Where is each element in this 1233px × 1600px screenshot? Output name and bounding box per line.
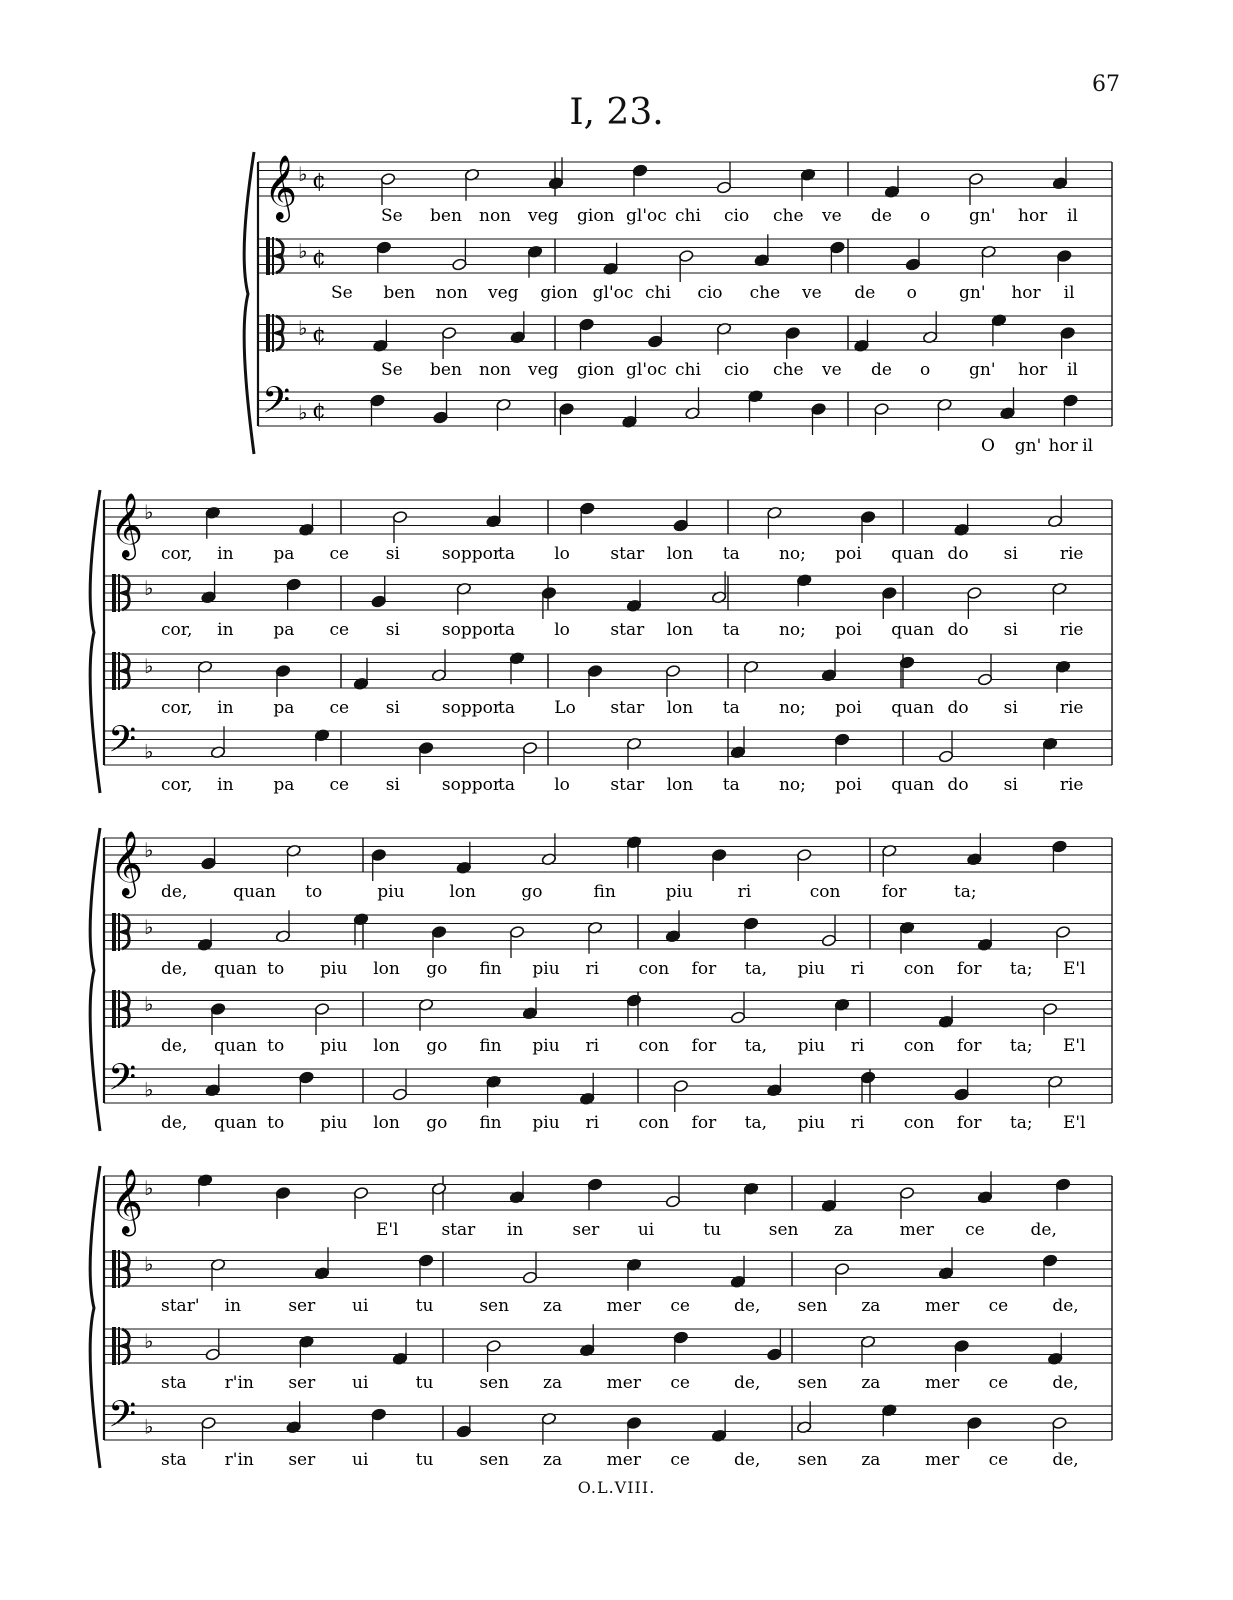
lyric-syllable: lon	[666, 620, 694, 640]
lyric-syllable: gion	[577, 206, 615, 226]
lyric-syllable: do	[947, 775, 969, 795]
lyric-syllable: star	[610, 698, 645, 718]
lyric-syllable: pa	[273, 620, 295, 640]
lyric-syllable: za	[861, 1373, 881, 1393]
lyric-syllable: star	[441, 1220, 476, 1240]
lyric-syllable: sen	[479, 1373, 510, 1393]
c-clef-icon	[112, 990, 116, 1028]
score-system	[90, 1166, 1112, 1470]
lyric-syllable: gion	[540, 283, 578, 303]
staff	[104, 987, 1112, 1035]
lyric-syllable: lon	[373, 1036, 400, 1056]
lyric-syllable: ce	[988, 1296, 1009, 1316]
lyric-syllable: ser	[288, 1296, 316, 1316]
lyric-syllable: ce	[670, 1296, 690, 1316]
lyric-syllable: chi	[675, 360, 701, 380]
lyric-syllable: in	[217, 620, 234, 640]
lyric-syllable: go	[426, 1113, 448, 1133]
flat-sign-icon: ♭	[144, 1252, 154, 1276]
lyric-syllable: poi	[835, 620, 862, 640]
lyric-syllable: pa	[273, 544, 295, 564]
common-time-cut-icon: ¢	[312, 168, 326, 194]
lyric-syllable: za	[543, 1450, 563, 1470]
staff	[104, 1057, 1112, 1113]
lyric-syllable: r'in	[224, 1373, 254, 1393]
lyric-syllable: si	[1003, 698, 1018, 718]
lyric-syllable: sta	[161, 1450, 187, 1470]
lyric-syllable: to	[267, 1036, 285, 1056]
lyric-syllable: sen	[479, 1450, 510, 1470]
lyric-syllable: ve	[822, 206, 842, 226]
lyric-syllable: ce	[988, 1450, 1009, 1470]
lyric-syllable: ce	[329, 698, 350, 718]
lyric-syllable: ta;	[1009, 959, 1033, 979]
staff	[104, 1169, 1112, 1236]
score-system	[244, 152, 1112, 456]
flat-sign-icon: ♭	[144, 576, 154, 600]
lyric-syllable: no;	[778, 544, 806, 564]
lyric-syllable: to	[267, 1113, 285, 1133]
lyric-syllable: de,	[734, 1373, 761, 1393]
page-number: 67	[1092, 72, 1120, 97]
lyric-syllable: cio	[697, 283, 723, 303]
lyric-syllable: ce	[670, 1373, 690, 1393]
lyric-syllable: ui	[352, 1296, 369, 1316]
lyric-syllable: rie	[1059, 775, 1084, 795]
piece-title: I, 23.	[569, 92, 664, 133]
lyric-syllable: piu	[797, 1036, 825, 1056]
lyric-syllable: veg	[488, 283, 519, 303]
lyric-syllable: quan	[214, 1113, 257, 1133]
lyric-syllable: za	[861, 1450, 881, 1470]
lyric-syllable: cor,	[161, 698, 193, 718]
c-clef-icon	[112, 1250, 116, 1288]
lyric-syllable: quan	[214, 1036, 257, 1056]
lyric-syllable: sta	[161, 1373, 187, 1393]
lyric-syllable: go	[426, 959, 448, 979]
lyric-syllable: poi	[835, 544, 862, 564]
lyric-syllable: go	[521, 882, 543, 902]
lyric-syllable: lo	[554, 544, 570, 564]
lyric-syllable: quan	[214, 959, 257, 979]
lyric-syllable: de,	[1030, 1220, 1057, 1240]
lyric-syllable: gion	[577, 360, 615, 380]
lyric-syllable: piu	[532, 959, 560, 979]
lyric-syllable: star	[610, 544, 645, 564]
lyric-syllable: lon	[373, 1113, 400, 1133]
lyric-syllable: si	[1003, 775, 1018, 795]
lyric-syllable: de,	[734, 1450, 761, 1470]
lyric-syllable: za	[543, 1373, 563, 1393]
lyric-syllable: o	[906, 283, 917, 303]
flat-sign-icon: ♭	[144, 1414, 154, 1439]
lyric-syllable: ta	[498, 620, 516, 640]
flat-sign-icon: ♭	[144, 1077, 154, 1102]
staff	[104, 719, 1112, 775]
lyric-syllable: gl'oc	[626, 206, 667, 226]
lyric-syllable: con	[903, 1036, 935, 1056]
lyric-syllable: ta,	[744, 1036, 767, 1056]
lyric-syllable: ta	[498, 544, 516, 564]
lyric-syllable: il	[1063, 283, 1075, 303]
lyric-syllable: ce	[329, 544, 350, 564]
lyric-syllable: ri	[850, 1113, 865, 1133]
lyric-syllable: hor	[1018, 206, 1048, 226]
lyric-syllable: Se	[331, 283, 353, 303]
treble-clef-icon: 𝄞	[110, 493, 144, 558]
lyric-syllable: ri	[585, 1036, 600, 1056]
lyric-syllable: ui	[352, 1373, 369, 1393]
lyric-syllable: hor	[1018, 360, 1048, 380]
lyric-syllable: lon	[373, 959, 400, 979]
lyric-syllable: ri	[850, 959, 865, 979]
lyric-syllable: il	[1082, 436, 1094, 456]
lyric-syllable: for	[956, 1113, 982, 1133]
flat-sign-icon: ♭	[144, 915, 154, 939]
c-clef-icon	[112, 913, 116, 951]
lyric-syllable: quan	[891, 620, 935, 640]
lyric-syllable: za	[861, 1296, 881, 1316]
staff	[104, 571, 1112, 619]
common-time-cut-icon: ¢	[312, 322, 326, 348]
c-clef-icon	[266, 314, 270, 352]
lyric-syllable: veg	[528, 360, 559, 380]
lyric-syllable: to	[267, 959, 285, 979]
treble-clef-icon: 𝄞	[110, 831, 144, 896]
lyric-syllable: quan	[891, 544, 935, 564]
lyric-syllable: de	[871, 206, 892, 226]
lyric-syllable: de,	[161, 1113, 188, 1133]
lyric-syllable: de	[871, 360, 892, 380]
lyric-syllable: piu	[320, 1113, 348, 1133]
lyric-syllable: gl'oc	[626, 360, 667, 380]
lyric-syllable: ta,	[744, 959, 767, 979]
lyric-syllable: star	[610, 775, 645, 795]
lyric-syllable: do	[947, 620, 969, 640]
lyric-syllable: mer	[925, 1296, 960, 1316]
lyric-syllable: cio	[724, 360, 750, 380]
bass-clef-icon: 𝄢	[262, 379, 291, 431]
lyric-syllable: de	[854, 283, 876, 303]
lyric-syllable: ri	[585, 959, 600, 979]
lyric-syllable: in	[506, 1220, 524, 1240]
lyric-syllable: non	[479, 360, 512, 380]
lyric-syllable: veg	[528, 206, 559, 226]
lyric-syllable: quan	[233, 882, 277, 902]
lyric-syllable: ve	[802, 283, 822, 303]
lyric-syllable: lon	[666, 544, 694, 564]
system-brace	[244, 152, 254, 454]
lyric-syllable: ta	[498, 775, 516, 795]
staff	[104, 1324, 1112, 1372]
lyric-syllable: de,	[161, 1036, 188, 1056]
lyric-syllable: in	[217, 698, 234, 718]
score-system	[90, 490, 1112, 795]
lyric-syllable: ta;	[1009, 1113, 1033, 1133]
lyric-syllable: no;	[778, 775, 806, 795]
lyric-syllable: con	[638, 1036, 670, 1056]
lyric-syllable: sen	[479, 1296, 510, 1316]
lyric-syllable: ta	[722, 775, 740, 795]
lyric-syllable: ui	[352, 1450, 369, 1470]
lyric-syllable: de,	[161, 959, 188, 979]
lyric-syllable: for	[691, 1036, 717, 1056]
lyric-syllable: de,	[1052, 1373, 1079, 1393]
lyric-syllable: mer	[925, 1373, 960, 1393]
lyric-syllable: piu	[377, 882, 405, 902]
lyric-syllable: ce	[329, 775, 350, 795]
lyric-syllable: si	[385, 698, 400, 718]
lyric-syllable: O	[981, 436, 995, 456]
lyric-syllable: ta	[498, 698, 516, 718]
lyric-syllable: sen	[797, 1450, 828, 1470]
lyric-syllable: cor,	[161, 620, 193, 640]
lyric-syllable: ri	[585, 1113, 600, 1133]
lyric-syllable: piu	[665, 882, 693, 902]
lyric-syllable: mer	[606, 1296, 641, 1316]
lyric-syllable: poi	[835, 698, 862, 718]
lyric-syllable: fin	[479, 1113, 502, 1133]
lyric-syllable: si	[385, 544, 400, 564]
lyric-syllable: ser	[288, 1373, 316, 1393]
flat-sign-icon: ♭	[144, 739, 154, 764]
lyric-syllable: za	[834, 1220, 854, 1240]
lyric-syllable: tu	[415, 1450, 434, 1470]
lyric-syllable: ben	[430, 206, 462, 226]
lyric-syllable: sen	[768, 1220, 799, 1240]
lyric-syllable: star	[610, 620, 645, 640]
lyric-syllable: quan	[891, 698, 935, 718]
lyric-syllable: gn'	[969, 360, 996, 380]
lyric-syllable: si	[1003, 620, 1018, 640]
lyric-syllable: non	[435, 283, 468, 303]
lyric-syllable: to	[305, 882, 323, 902]
flat-sign-icon: ♭	[298, 239, 308, 263]
lyric-syllable: ser	[572, 1220, 600, 1240]
lyric-syllable: rie	[1059, 698, 1084, 718]
lyric-syllable: gn'	[959, 283, 986, 303]
flat-sign-icon: ♭	[144, 1176, 154, 1200]
lyric-syllable: piu	[532, 1113, 560, 1133]
lyric-syllable: tu	[415, 1373, 434, 1393]
lyric-syllable: Se	[381, 206, 403, 226]
lyric-syllable: hor	[1011, 283, 1041, 303]
lyric-syllable: cio	[724, 206, 750, 226]
staff	[104, 649, 1112, 697]
lyric-syllable: ser	[288, 1450, 316, 1470]
c-clef-icon	[266, 237, 270, 275]
lyric-syllable: si	[385, 775, 400, 795]
lyric-syllable: lon	[666, 775, 694, 795]
lyric-syllable: che	[749, 283, 781, 303]
flat-sign-icon: ♭	[144, 500, 154, 524]
lyric-syllable: E'l	[376, 1220, 399, 1240]
lyric-syllable: de,	[1052, 1296, 1079, 1316]
lyric-syllable: soppor	[441, 698, 501, 718]
lyric-syllable: for	[691, 1113, 717, 1133]
lyric-syllable: piu	[797, 959, 825, 979]
staff	[258, 311, 1112, 359]
lyric-syllable: de,	[161, 882, 188, 902]
lyric-syllable: il	[1067, 206, 1078, 226]
lyric-syllable: sen	[797, 1296, 828, 1316]
lyric-syllable: ce	[988, 1373, 1009, 1393]
lyric-syllable: in	[217, 544, 234, 564]
lyric-syllable: con	[903, 959, 935, 979]
lyric-syllable: star'	[161, 1296, 200, 1316]
lyric-syllable: gn'	[969, 206, 996, 226]
lyric-syllable: con	[638, 959, 670, 979]
lyric-syllable: tu	[703, 1220, 722, 1240]
lyric-syllable: de,	[1052, 1450, 1079, 1470]
staff	[104, 910, 1112, 958]
c-clef-icon	[112, 574, 116, 612]
lyric-syllable: soppor	[441, 544, 501, 564]
lyric-syllable: piu	[320, 959, 348, 979]
flat-sign-icon: ♭	[144, 1329, 154, 1353]
lyric-syllable: o	[920, 360, 931, 380]
common-time-cut-icon: ¢	[312, 245, 326, 271]
bass-clef-icon: 𝄢	[108, 718, 137, 770]
lyric-syllable: lo	[554, 775, 570, 795]
staff	[104, 1394, 1112, 1450]
flat-sign-icon: ♭	[298, 162, 308, 186]
lyric-syllable: piu	[797, 1113, 825, 1133]
lyric-syllable: pa	[273, 775, 295, 795]
lyric-syllable: ve	[822, 360, 842, 380]
common-time-cut-icon: ¢	[312, 398, 326, 424]
lyric-syllable: mer	[925, 1450, 960, 1470]
lyric-syllable: chi	[645, 283, 671, 303]
lyric-syllable: mer	[899, 1220, 934, 1240]
treble-clef-icon: 𝄞	[264, 155, 298, 220]
flat-sign-icon: ♭	[144, 838, 154, 862]
lyric-syllable: pa	[273, 698, 295, 718]
lyric-syllable: in	[217, 775, 234, 795]
lyric-syllable: E'l	[1062, 1036, 1086, 1056]
lyric-syllable: quan	[891, 775, 935, 795]
lyric-syllable: mer	[606, 1373, 641, 1393]
lyric-syllable: ce	[670, 1450, 690, 1470]
lyric-syllable: ri	[737, 882, 752, 902]
lyric-syllable: mer	[606, 1450, 641, 1470]
lyric-syllable: poi	[835, 775, 862, 795]
lyric-syllable: fin	[593, 882, 616, 902]
lyric-syllable: tu	[415, 1296, 434, 1316]
score-system	[90, 828, 1112, 1133]
flat-sign-icon: ♭	[144, 992, 154, 1016]
lyric-syllable: fin	[479, 959, 502, 979]
lyric-syllable: che	[773, 206, 804, 226]
lyric-syllable: E'l	[1062, 1113, 1086, 1133]
system-brace	[90, 1166, 100, 1468]
bass-clef-icon: 𝄢	[108, 1056, 137, 1108]
staff	[258, 380, 1112, 436]
lyric-syllable: E'l	[1062, 959, 1086, 979]
lyric-syllable: ta,	[744, 1113, 767, 1133]
lyric-syllable: con	[903, 1113, 935, 1133]
lyric-syllable: ta	[722, 698, 740, 718]
lyric-syllable: si	[385, 620, 400, 640]
treble-clef-icon: 𝄞	[110, 1169, 144, 1234]
bass-clef-icon: 𝄢	[108, 1393, 137, 1445]
lyric-syllable: za	[543, 1296, 563, 1316]
lyric-syllable: no;	[778, 698, 806, 718]
lyric-syllable: che	[773, 360, 804, 380]
flat-sign-icon: ♭	[144, 654, 154, 678]
lyric-syllable: chi	[675, 206, 701, 226]
lyric-syllable: for	[956, 959, 982, 979]
c-clef-icon	[112, 1327, 116, 1365]
lyric-syllable: ta	[722, 544, 740, 564]
c-clef-icon	[112, 652, 116, 690]
lyric-syllable: ta;	[953, 882, 977, 902]
lyric-syllable: piu	[532, 1036, 560, 1056]
lyric-syllable: ben	[383, 283, 416, 303]
lyric-syllable: lo	[554, 620, 570, 640]
flat-sign-icon: ♭	[298, 400, 308, 425]
lyric-syllable: ce	[965, 1220, 985, 1240]
lyric-syllable: do	[947, 698, 969, 718]
lyric-syllable: no;	[778, 620, 806, 640]
lyric-syllable: Lo	[554, 698, 576, 718]
lyric-syllable: for	[956, 1036, 982, 1056]
lyric-syllable: non	[479, 206, 512, 226]
page-footer: O.L.VIII.	[577, 1478, 656, 1497]
lyric-syllable: piu	[320, 1036, 348, 1056]
lyric-syllable: ta	[722, 620, 740, 640]
staff	[258, 234, 1112, 282]
lyric-syllable: rie	[1059, 544, 1084, 564]
lyric-syllable: de,	[734, 1296, 761, 1316]
lyric-syllable: for	[881, 882, 907, 902]
lyric-syllable: lon	[666, 698, 694, 718]
staff	[104, 1247, 1112, 1295]
flat-sign-icon: ♭	[298, 316, 308, 340]
system-brace	[90, 490, 100, 793]
lyric-syllable: o	[920, 206, 931, 226]
lyric-syllable: sen	[797, 1373, 828, 1393]
lyric-syllable: ta;	[1009, 1036, 1033, 1056]
lyric-syllable: cor,	[161, 775, 193, 795]
lyric-syllable: il	[1067, 360, 1078, 380]
lyric-syllable: ben	[430, 360, 462, 380]
lyric-syllable: go	[426, 1036, 448, 1056]
lyric-syllable: for	[691, 959, 717, 979]
lyric-syllable: rie	[1059, 620, 1084, 640]
lyric-syllable: con	[809, 882, 841, 902]
lyric-syllable: Se	[381, 360, 403, 380]
lyric-syllable: lon	[449, 882, 476, 902]
lyric-syllable: r'in	[224, 1450, 254, 1470]
lyric-syllable: ui	[637, 1220, 655, 1240]
lyric-syllable: si	[1003, 544, 1018, 564]
lyric-syllable: gl'oc	[592, 283, 634, 303]
lyric-syllable: in	[224, 1296, 242, 1316]
lyric-syllable: ri	[850, 1036, 865, 1056]
lyric-syllable: do	[947, 544, 969, 564]
lyric-syllable: cor,	[161, 544, 193, 564]
lyric-syllable: con	[638, 1113, 670, 1133]
lyric-syllable: soppor	[441, 775, 501, 795]
lyric-syllable: ce	[329, 620, 350, 640]
system-brace	[90, 828, 100, 1131]
lyric-syllable: hor	[1048, 436, 1078, 456]
lyric-syllable: gn'	[1014, 436, 1042, 456]
lyric-syllable: fin	[479, 1036, 502, 1056]
lyric-syllable: soppor	[441, 620, 501, 640]
